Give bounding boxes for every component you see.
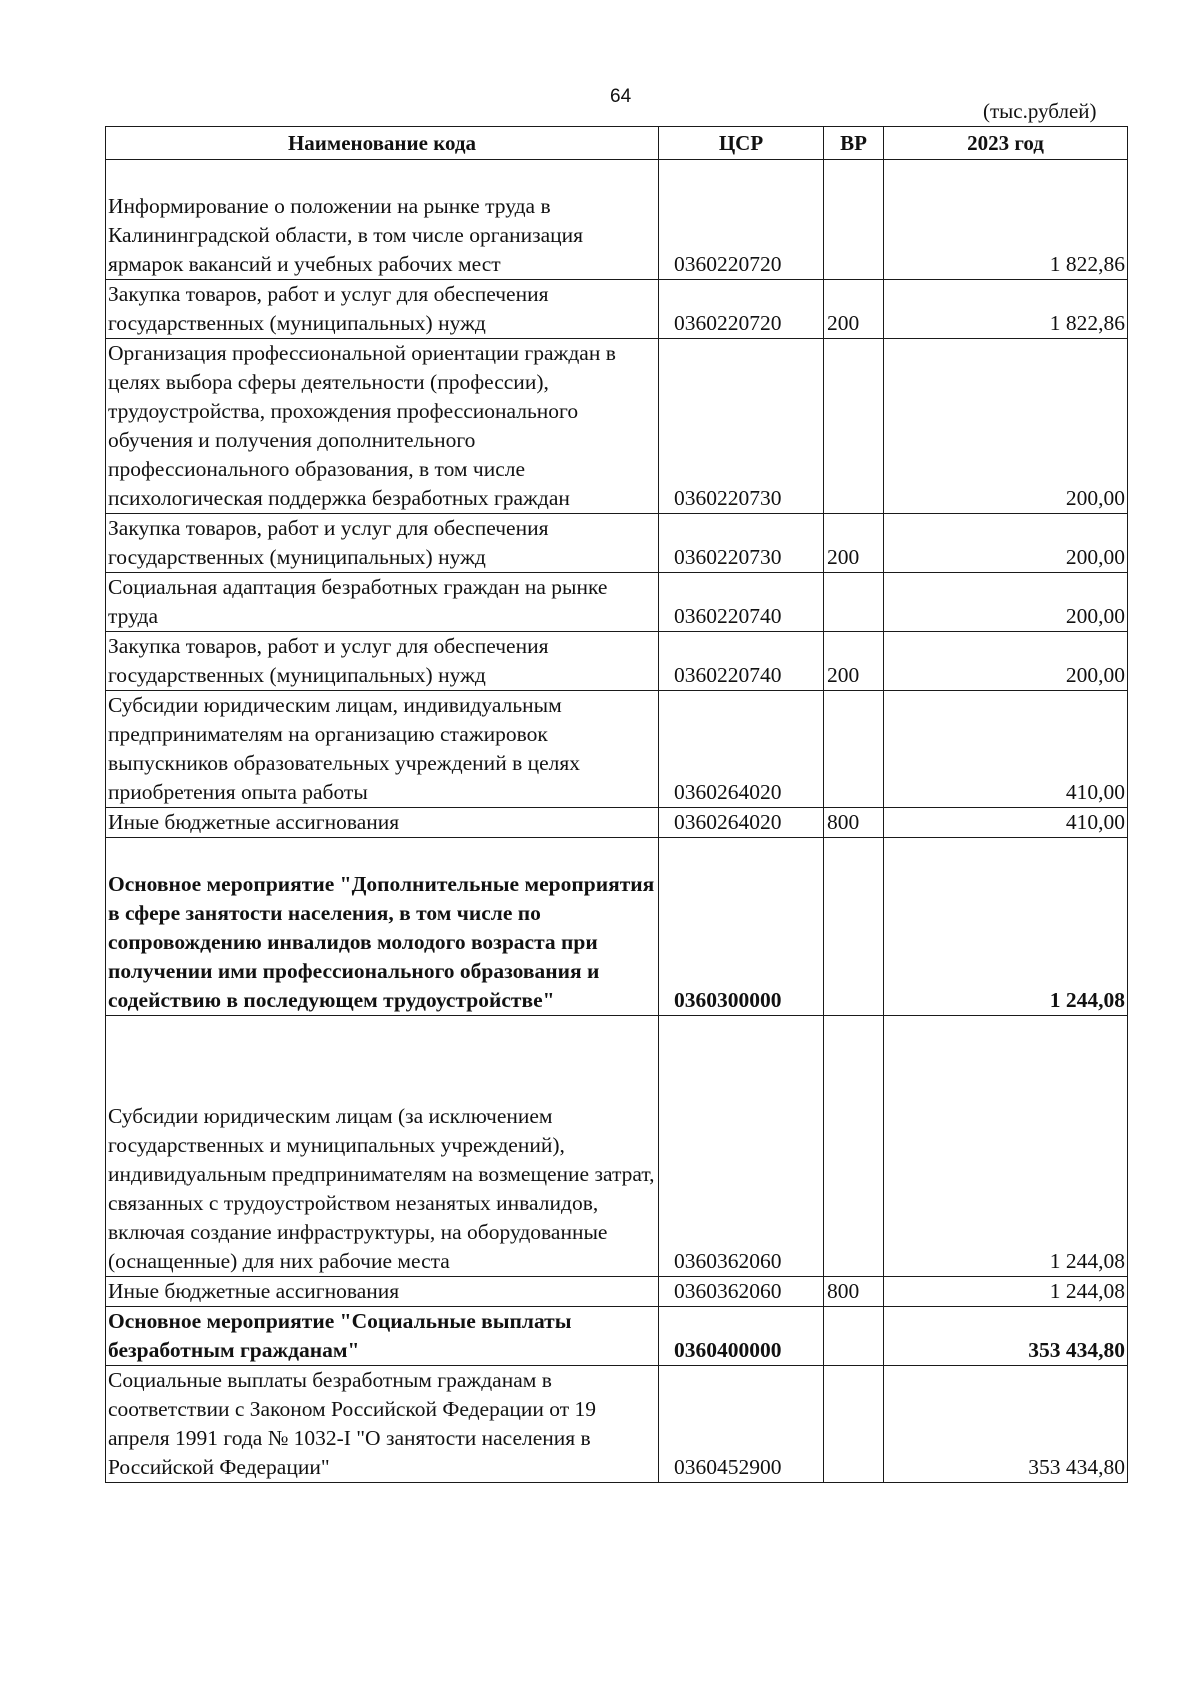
row-vr <box>824 1307 884 1366</box>
budget-table <box>105 126 1128 1483</box>
row-name: Основное мероприятие "Дополнительные мероприятия в сфере занятости населения, в том числе по сопровождению инвалидов молодого возраста при получении ими профессионального образования и содействию в последующем трудоустройстве" <box>106 838 659 1016</box>
row-csr: 0360362060 <box>659 1277 824 1307</box>
row-name: Социальная адаптация безработных граждан на рынке труда <box>106 573 659 632</box>
row-vr <box>824 339 884 514</box>
table-row <box>106 1016 1128 1277</box>
row-csr: 0360264020 <box>659 691 824 808</box>
table-row <box>106 1366 1128 1483</box>
row-csr: 0360220720 <box>659 160 824 280</box>
table-row <box>106 632 1128 691</box>
row-csr: 0360362060 <box>659 1016 824 1277</box>
header-csr: ЦСР <box>659 127 824 160</box>
table-row <box>106 838 1128 1016</box>
table-header-row <box>106 127 1128 160</box>
table-row <box>106 573 1128 632</box>
row-name: Иные бюджетные ассигнования <box>106 1277 659 1307</box>
header-year: 2023 год <box>884 127 1128 160</box>
row-amount: 1 244,08 <box>884 838 1128 1016</box>
row-name: Основное мероприятие "Социальные выплаты безработным гражданам" <box>106 1307 659 1366</box>
row-csr: 0360220740 <box>659 632 824 691</box>
row-amount: 353 434,80 <box>884 1307 1128 1366</box>
row-amount: 353 434,80 <box>884 1366 1128 1483</box>
row-vr: 200 <box>824 280 884 339</box>
row-name: Информирование о положении на рынке труда в Калининградской области, в том числе организация ярмарок вакансий и учебных рабочих мест <box>106 160 659 280</box>
row-amount: 1 244,08 <box>884 1016 1128 1277</box>
table-row <box>106 160 1128 280</box>
header-name: Наименование кода <box>106 127 659 160</box>
row-csr: 0360220730 <box>659 339 824 514</box>
row-name: Закупка товаров, работ и услуг для обеспечения государственных (муниципальных) нужд <box>106 632 659 691</box>
row-name: Субсидии юридическим лицам, индивидуальным предпринимателям на организацию стажировок выпускников образовательных учреждений в целях приобретения опыта работы <box>106 691 659 808</box>
table-row <box>106 339 1128 514</box>
table-row <box>106 691 1128 808</box>
table-row <box>106 1277 1128 1307</box>
row-vr <box>824 691 884 808</box>
row-amount: 200,00 <box>884 514 1128 573</box>
row-name: Иные бюджетные ассигнования <box>106 808 659 838</box>
row-vr <box>824 838 884 1016</box>
table-row <box>106 808 1128 838</box>
row-name: Закупка товаров, работ и услуг для обеспечения государственных (муниципальных) нужд <box>106 514 659 573</box>
row-name: Закупка товаров, работ и услуг для обеспечения государственных (муниципальных) нужд <box>106 280 659 339</box>
row-csr: 0360300000 <box>659 838 824 1016</box>
header-vr: ВР <box>824 127 884 160</box>
table-row <box>106 280 1128 339</box>
row-amount: 410,00 <box>884 691 1128 808</box>
table-row <box>106 514 1128 573</box>
row-vr: 800 <box>824 808 884 838</box>
table-row <box>106 1307 1128 1366</box>
row-csr: 0360264020 <box>659 808 824 838</box>
row-name: Организация профессиональной ориентации граждан в целях выбора сферы деятельности (профессии), трудоустройства, прохождения профессионального обучения и получения дополнительного профессионального образования, в том числе психологическая поддержка безработных граждан <box>106 339 659 514</box>
units-label: (тыс.рублей) <box>983 99 1097 123</box>
row-vr: 200 <box>824 514 884 573</box>
page-number: 64 <box>610 86 632 107</box>
row-amount: 410,00 <box>884 808 1128 838</box>
row-amount: 200,00 <box>884 632 1128 691</box>
row-vr <box>824 1366 884 1483</box>
row-csr: 0360400000 <box>659 1307 824 1366</box>
row-vr: 200 <box>824 632 884 691</box>
row-name: Социальные выплаты безработным гражданам в соответствии с Законом Российской Федерации от 19 апреля 1991 года № 1032-I "О занятости населения в Российской Федерации" <box>106 1366 659 1483</box>
row-amount: 1 244,08 <box>884 1277 1128 1307</box>
row-vr <box>824 1016 884 1277</box>
row-csr: 0360220740 <box>659 573 824 632</box>
row-amount: 200,00 <box>884 339 1128 514</box>
row-vr <box>824 160 884 280</box>
row-amount: 1 822,86 <box>884 280 1128 339</box>
row-csr: 0360452900 <box>659 1366 824 1483</box>
row-name: Субсидии юридическим лицам (за исключением государственных и муниципальных учреждений), индивидуальным предпринимателям на возмещение затрат, связанных с трудоустройством незанятых инвалидов, включая создание инфраструктуры, на оборудованные (оснащенные) для них рабочие места <box>106 1016 659 1277</box>
row-vr <box>824 573 884 632</box>
row-amount: 200,00 <box>884 573 1128 632</box>
row-amount: 1 822,86 <box>884 160 1128 280</box>
row-csr: 0360220730 <box>659 514 824 573</box>
row-vr: 800 <box>824 1277 884 1307</box>
row-csr: 0360220720 <box>659 280 824 339</box>
